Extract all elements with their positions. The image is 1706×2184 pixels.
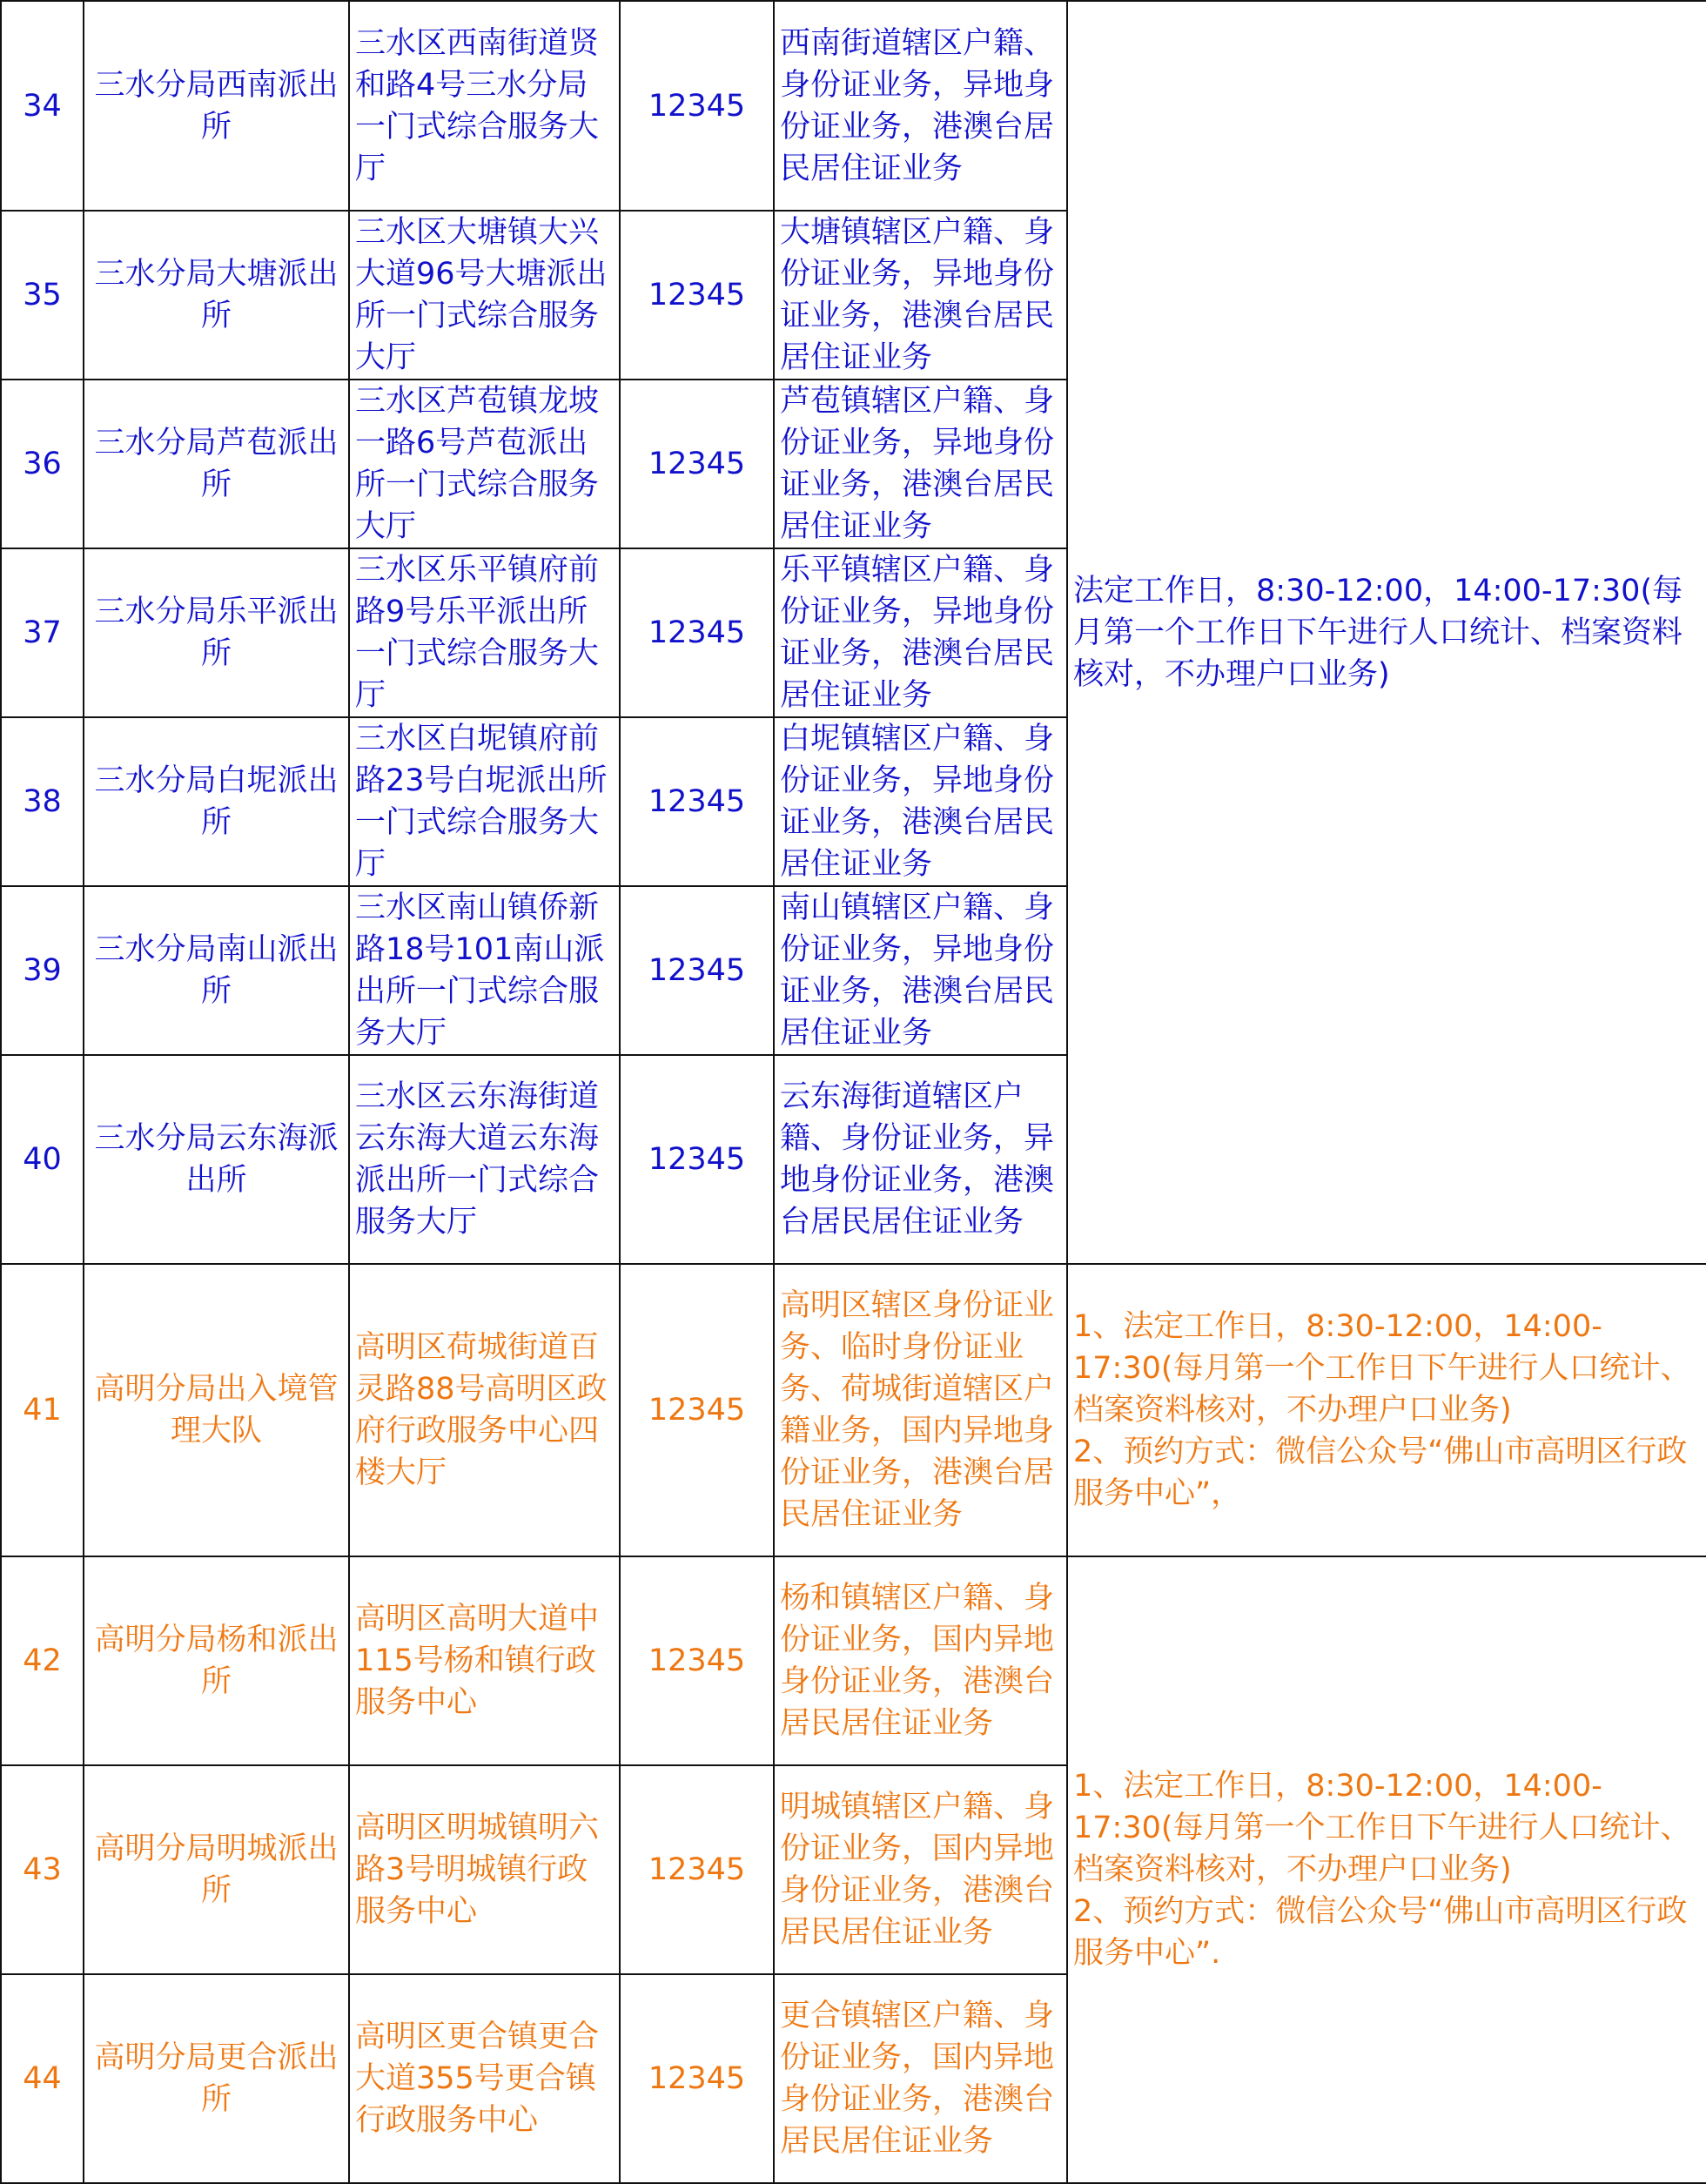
- station-services: 芦苞镇辖区户籍、身份证业务，异地身份证业务，港澳台居民居住证业务: [774, 380, 1067, 548]
- station-address: 高明区高明大道中115号杨和镇行政服务中心: [349, 1556, 620, 1765]
- station-name: 三水分局芦苞派出所: [84, 380, 349, 548]
- station-name: 三水分局南山派出所: [84, 886, 349, 1055]
- station-services: 云东海街道辖区户籍、身份证业务，异地身份证业务，港澳台居民居住证业务: [774, 1055, 1067, 1264]
- station-phone: 12345: [620, 717, 774, 886]
- table-row: [1, 1, 1706, 211]
- station-phone: 12345: [620, 211, 774, 380]
- row-number: 35: [1, 211, 84, 380]
- row-number: 44: [1, 1974, 84, 2183]
- row-number: 42: [1, 1556, 84, 1765]
- station-address: 高明区明城镇明六路3号明城镇行政服务中心: [349, 1765, 620, 1974]
- station-phone: 12345: [620, 1055, 774, 1264]
- station-address: 三水区白坭镇府前路23号白坭派出所一门式综合服务大厅: [349, 717, 620, 886]
- station-services: 乐平镇辖区户籍、身份证业务，异地身份证业务，港澳台居民居住证业务: [774, 548, 1067, 717]
- row-number: 37: [1, 548, 84, 717]
- station-phone: 12345: [620, 380, 774, 548]
- station-phone: 12345: [620, 886, 774, 1055]
- station-phone: 12345: [620, 1556, 774, 1765]
- office-hours-gaoming: 1、法定工作日，8:30-12:00，14:00-17:30(每月第一个工作日下午进行人口统计、档案资料核对，不办理户口业务) 2、预约方式：微信公众号“佛山市高明区行政服务中心”.: [1067, 1556, 1706, 2183]
- station-services: 更合镇辖区户籍、身份证业务，国内异地身份证业务，港澳台居民居住证业务: [774, 1974, 1067, 2183]
- station-name: 三水分局乐平派出所: [84, 548, 349, 717]
- station-address: 三水区云东海街道云东海大道云东海派出所一门式综合服务大厅: [349, 1055, 620, 1264]
- station-services: 南山镇辖区户籍、身份证业务，异地身份证业务，港澳台居民居住证业务: [774, 886, 1067, 1055]
- row-number: 38: [1, 717, 84, 886]
- row-number: 34: [1, 1, 84, 211]
- station-services: 高明区辖区身份证业务、临时身份证业务、荷城街道辖区户籍业务，国内异地身份证业务，港澳台居民居住证业务: [774, 1264, 1067, 1556]
- station-name: 三水分局大塘派出所: [84, 211, 349, 380]
- station-phone: 12345: [620, 1974, 774, 2183]
- station-name: 高明分局明城派出所: [84, 1765, 349, 1974]
- station-phone: 12345: [620, 1, 774, 211]
- station-name: 三水分局白坭派出所: [84, 717, 349, 886]
- station-address: 三水区西南街道贤和路4号三水分局一门式综合服务大厅: [349, 1, 620, 211]
- station-name: 高明分局出入境管理大队: [84, 1264, 349, 1556]
- row-number: 40: [1, 1055, 84, 1264]
- station-address: 三水区南山镇侨新路18号101南山派出所一门式综合服务大厅: [349, 886, 620, 1055]
- station-address: 高明区更合镇更合大道355号更合镇行政服务中心: [349, 1974, 620, 2183]
- station-name: 三水分局西南派出所: [84, 1, 349, 211]
- office-hours-gaoming-41: 1、法定工作日，8:30-12:00，14:00-17:30(每月第一个工作日下午进行人口统计、档案资料核对，不办理户口业务) 2、预约方式：微信公众号“佛山市高明区行政服务中心”，: [1067, 1264, 1706, 1556]
- station-services: 杨和镇辖区户籍、身份证业务，国内异地身份证业务，港澳台居民居住证业务: [774, 1556, 1067, 1765]
- station-name: 高明分局杨和派出所: [84, 1556, 349, 1765]
- station-services: 明城镇辖区户籍、身份证业务，国内异地身份证业务，港澳台居民居住证业务: [774, 1765, 1067, 1974]
- table-row: [1, 1556, 1706, 1765]
- table-row: [1, 1264, 1706, 1556]
- station-services: 大塘镇辖区户籍、身份证业务，异地身份证业务，港澳台居民居住证业务: [774, 211, 1067, 380]
- office-hours-sanshui: 法定工作日，8:30-12:00，14:00-17:30(每月第一个工作日下午进行人口统计、档案资料核对，不办理户口业务): [1067, 1, 1706, 1264]
- station-name: 三水分局云东海派出所: [84, 1055, 349, 1264]
- station-address: 高明区荷城街道百灵路88号高明区政府行政服务中心四楼大厅: [349, 1264, 620, 1556]
- station-services: 西南街道辖区户籍、身份证业务，异地身份证业务，港澳台居民居住证业务: [774, 1, 1067, 211]
- station-phone: 12345: [620, 1765, 774, 1974]
- station-address: 三水区大塘镇大兴大道96号大塘派出所一门式综合服务大厅: [349, 211, 620, 380]
- station-name: 高明分局更合派出所: [84, 1974, 349, 2183]
- station-address: 三水区芦苞镇龙坡一路6号芦苞派出所一门式综合服务大厅: [349, 380, 620, 548]
- row-number: 36: [1, 380, 84, 548]
- station-address: 三水区乐平镇府前路9号乐平派出所一门式综合服务大厅: [349, 548, 620, 717]
- station-phone: 12345: [620, 548, 774, 717]
- station-phone: 12345: [620, 1264, 774, 1556]
- row-number: 41: [1, 1264, 84, 1556]
- station-services: 白坭镇辖区户籍、身份证业务，异地身份证业务，港澳台居民居住证业务: [774, 717, 1067, 886]
- row-number: 43: [1, 1765, 84, 1974]
- row-number: 39: [1, 886, 84, 1055]
